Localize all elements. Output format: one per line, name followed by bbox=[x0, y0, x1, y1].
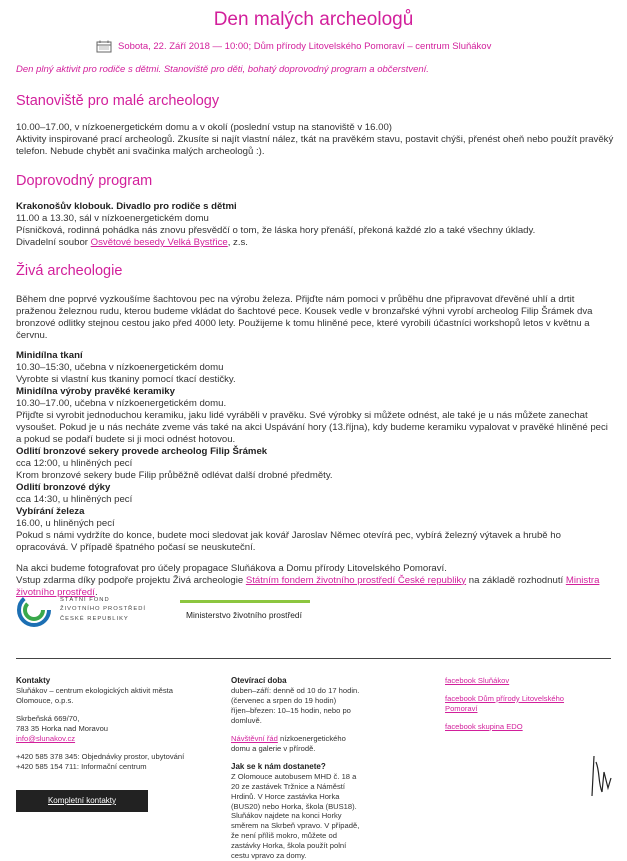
hours-summer: duben–září: denně od 10 do 17 hodin. (červenec a srpen do 19 hodin) bbox=[231, 686, 360, 706]
event-intro: Den plný aktivit pro rodiče s dětmi. Stanoviště pro děti, bohatý doprovodný program a občerstvení. bbox=[16, 64, 429, 75]
section-heading-program: Doprovodný program bbox=[16, 173, 153, 189]
workshop-time: 16.00, u hliněných pecí bbox=[16, 517, 115, 529]
section-stanoviste bbox=[16, 122, 614, 158]
program-time: 11.00 a 13.30, sál v nízkoenergetickém domu bbox=[16, 212, 209, 224]
travel-title: Jak se k nám dostanete? bbox=[231, 761, 326, 771]
workshop-desc: Krom bronzové sekery bude Filip průběžně odlévat další drobné předměty. bbox=[16, 469, 333, 481]
stanoviste-time: 10.00–17.00, v nízkoenergetickém domu a v okolí (poslední vstup na stanoviště v 16.00) bbox=[16, 122, 392, 133]
section-program bbox=[16, 201, 614, 249]
mzp-logo-bar bbox=[180, 600, 310, 603]
workshop-title: Odlití bronzové dýky bbox=[16, 481, 111, 493]
workshop-title: Minidílna tkaní bbox=[16, 349, 83, 361]
facebook-link[interactable]: facebook skupina EDO bbox=[445, 721, 523, 731]
contacts-title: Kontakty bbox=[16, 676, 51, 685]
workshop-desc: Vyrobte si vlastní kus tkaniny pomocí tkací destičky. bbox=[16, 373, 236, 385]
support-note: Vstup zdarma díky podpoře projektu Živá archeologie Státním fondem životního prostředí České republiky na základě rozhodnutí Ministra životního prostředí. bbox=[16, 574, 600, 598]
footer-social bbox=[445, 676, 595, 739]
footer-contacts bbox=[16, 676, 186, 771]
event-date-place: Sobota, 22. Září 2018 — 10:00; Dům přírody Litovelského Pomoraví – centrum Sluňákov bbox=[118, 40, 492, 52]
sfzp-logo-icon bbox=[16, 592, 52, 628]
footer-hours bbox=[231, 676, 361, 861]
facebook-link[interactable]: facebook Sluňákov bbox=[445, 676, 510, 685]
travel-desc: Z Olomouce autobusem MHD č. 18 a 20 ze zastávek Tržnice a Náměstí Hrdinů. V Horce zastávka Horka (BUS20) nebo Horka, škola (BUS18). Sluňákov najdete na konci Horky směrem na Skrbeň vpravo. V případě, že není příliš mokro, můžete od zastávky Horka, škola použít polní cestu vpravo za domy. bbox=[231, 771, 360, 860]
workshop-time: cca 14:30, u hliněných pecí bbox=[16, 493, 133, 505]
visitor-rules-link[interactable]: Návštěvní řád bbox=[231, 733, 278, 743]
workshop-time: cca 12:00, u hliněných pecí bbox=[16, 457, 133, 469]
program-troupe: Divadelní soubor Osvětové besedy Velká Bystřice, z.s. bbox=[16, 236, 248, 248]
email-link[interactable]: info@slunakov.cz bbox=[16, 733, 76, 743]
hours-title: Otevírací doba bbox=[231, 676, 287, 685]
program-desc: Písničková, rodinná pohádka nás znovu přesvědčí o tom, že láska hory přenáší, překoná každé zlo a také všechny úklady. bbox=[16, 224, 536, 236]
facebook-link[interactable]: facebook Dům přírody Litovelského Pomoraví bbox=[445, 693, 565, 713]
stanoviste-desc: Aktivity inspirované prací archeologů. Zkusíte si najít vlastní nález, tkát na pravěkém stavu, postavit chýši, přenést oheň nebo použít pravěký telefon. Nebude chybět ani svačinka malých archeologů :). bbox=[16, 133, 614, 157]
mzp-logo-text: Ministerstvo životního prostředí bbox=[186, 610, 302, 620]
page-title: Den malých archeologů bbox=[213, 9, 414, 30]
workshop-desc: Pokud s námi vydržíte do konce, budete moci sledovat jak kovář Jaroslav Němec otevírá pec, vybírá železný výtavek a hrubě ho opracovává. V případě špatného počasí se neuskuteční. bbox=[16, 529, 561, 553]
full-contacts-button[interactable]: Kompletní kontakty bbox=[16, 790, 148, 812]
event-meta bbox=[96, 40, 491, 53]
troupe-link[interactable]: Osvětové besedy Velká Bystřice bbox=[90, 236, 228, 248]
section-ziva bbox=[16, 294, 614, 599]
org-name: Sluňákov – centrum ekologických aktivit města Olomouce, o.p.s. bbox=[16, 686, 174, 706]
phone-line: +420 585 154 711: Informační centrum bbox=[16, 761, 147, 771]
sfzp-logo-text: STÁTNÍ FOND ŽIVOTNÍHO PROSTŘEDÍ ČESKÉ REPUBLIKY bbox=[60, 597, 146, 622]
workshop-title: Odlití bronzové sekery provede archeolog Filip Šrámek bbox=[16, 445, 268, 457]
program-event-title: Krakonošův klobouk. Divadlo pro rodiče s dětmi bbox=[16, 201, 237, 212]
minister-link[interactable]: Ministra životního prostředí bbox=[16, 574, 600, 598]
workshop-time: 10.30–17.00, učebna v nízkoenergetickém domu. bbox=[16, 397, 227, 409]
workshop-title: Minidílna výroby pravěké keramiky bbox=[16, 385, 175, 397]
sfzp-link[interactable]: Státním fondem životního prostředí České republiky bbox=[245, 574, 467, 586]
calendar-icon bbox=[96, 40, 112, 53]
footer-divider bbox=[16, 658, 611, 659]
hours-winter: říjen–březen: 10–15 hodin, nebo po domluvě. bbox=[231, 706, 351, 725]
section-heading-stanoviste: Stanoviště pro malé archeology bbox=[16, 93, 220, 109]
workshop-desc: Přijďte si vyrobit jednoduchou keramiku, jaku lidé vyráběli v pravěku. Své výrobky si můžete odnést, ale také je u nás můžete zanechat vysoušet. Pokud je u nás necháte zveme vás také na akci Uspávání hory (13.října), kdy budeme keramiku vypalovat v pravěké hliněné peci a pokud se podaří budete si ji moci odnést hotovou. bbox=[16, 409, 608, 445]
section-heading-ziva: Živá archeologie bbox=[16, 263, 123, 279]
phone-line: +420 585 378 345: Objednávky prostor, ubytování bbox=[16, 751, 185, 761]
ziva-intro: Během dne poprvé vyzkoušíme šachtovou pec na výrobu železa. Přijďte nám pomoci v průběhu dne připravovat dřevěné uhlí a drtit praženou železnou rudu, kterou budeme vkládat do šachtové pece. Kousek vedle v bronzařské výhni vyrobí archeolog Filip Šrámek dva bronzové odlitky stejnou cestou jako před 4000 lety. Použijeme k tomu hliněné pece, které vyrobili účastníci workshopů letos v květnu a červnu. bbox=[16, 294, 593, 341]
photo-note: Na akci budeme fotografovat pro účely propagace Sluňákova a Domu přírody Litovelského Pomoraví. bbox=[16, 562, 447, 574]
address-line: Skrbeňská 669/70, bbox=[16, 714, 80, 724]
signature-mark-icon bbox=[588, 752, 614, 800]
partner-logos bbox=[16, 592, 416, 632]
address-line: 783 35 Horka nad Moravou bbox=[16, 723, 109, 733]
workshop-time: 10.30–15:30, učebna v nízkoenergetickém domu bbox=[16, 361, 224, 373]
visitor-rules: Návštěvní řád nízkoenergetického domu a galerie v přírodě. bbox=[231, 733, 346, 753]
workshop-title: Vybírání železa bbox=[16, 505, 85, 517]
